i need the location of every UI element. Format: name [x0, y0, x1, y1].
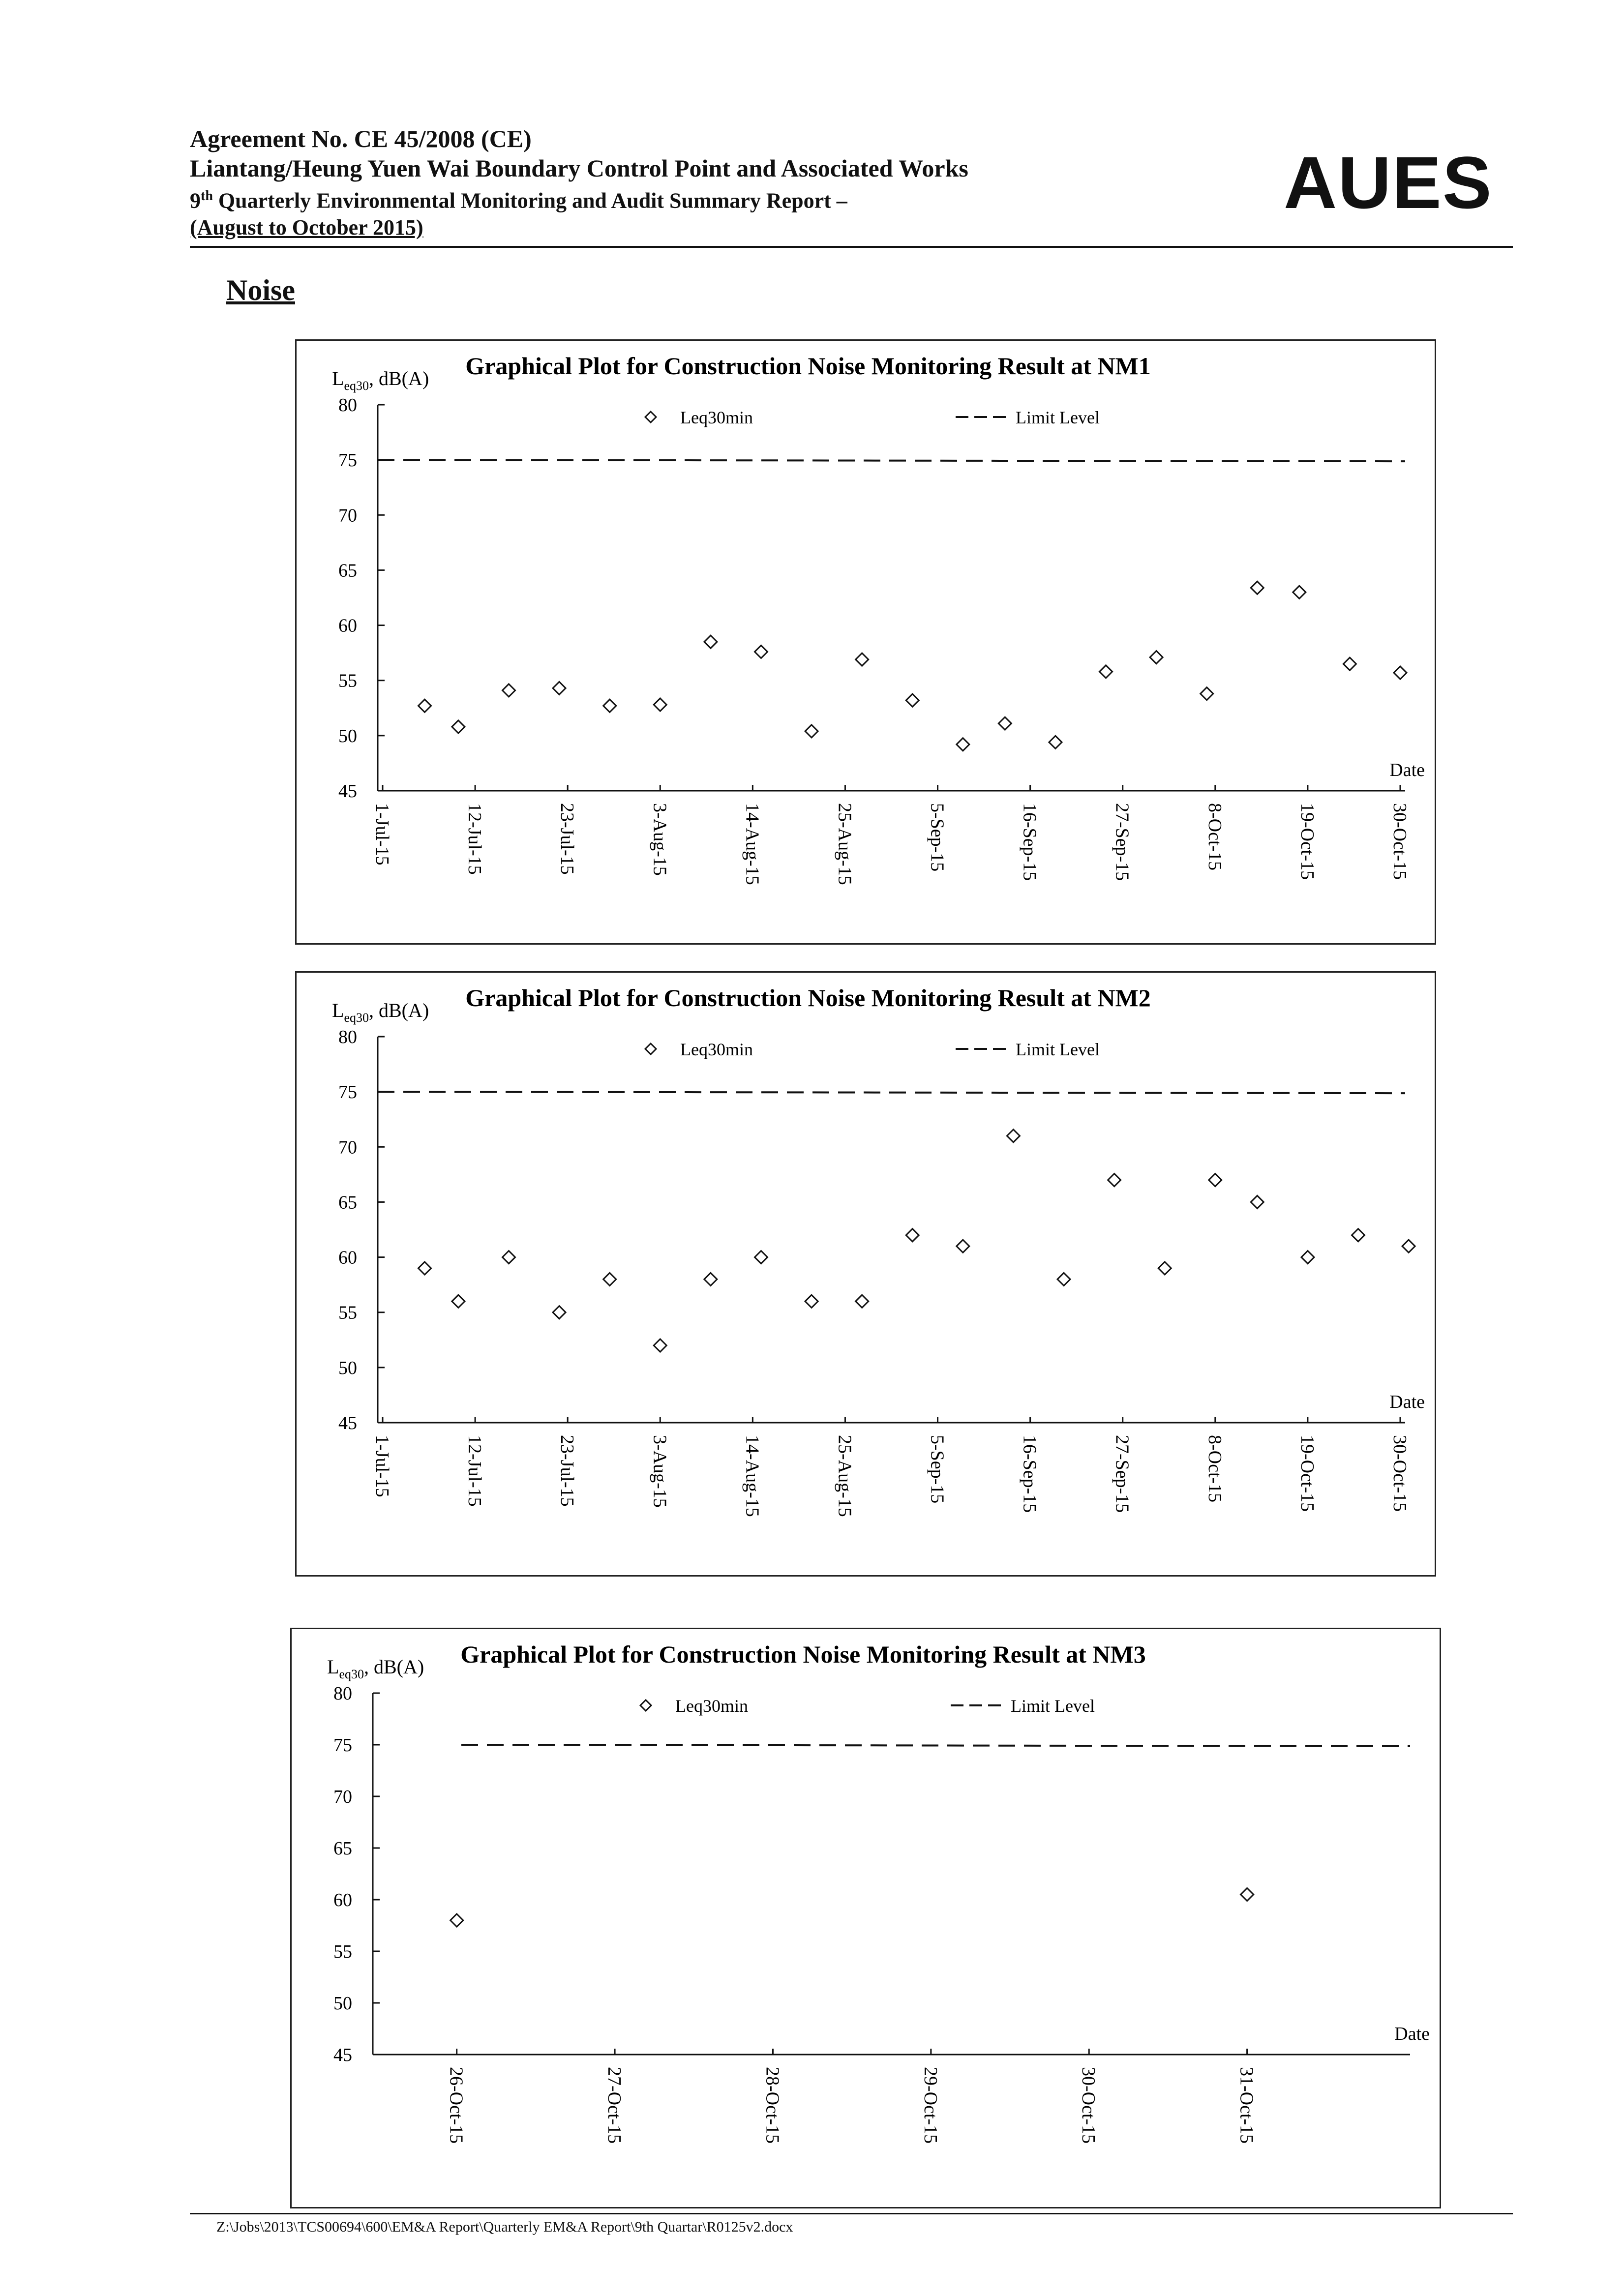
x-tick-label: 8-Oct-15 [1204, 1435, 1225, 1503]
data-point [906, 1229, 919, 1242]
report-quarter-number: 9 [190, 188, 201, 213]
x-tick-label: 19-Oct-15 [1296, 1435, 1318, 1512]
data-point [906, 694, 919, 707]
x-tick-label: 14-Aug-15 [742, 803, 763, 885]
y-tick-label: 80 [333, 1683, 352, 1704]
x-tick-label: 27-Sep-15 [1112, 803, 1133, 881]
chart-nm2 [295, 971, 1436, 1577]
project-title: Liantang/Heung Yuen Wai Boundary Control Point and Associated Works [190, 154, 968, 182]
legend-label-limit-level: Limit Level [1016, 408, 1100, 427]
x-tick-label: 5-Sep-15 [927, 1435, 948, 1504]
limit-level-line [378, 1092, 1405, 1093]
data-point [805, 1295, 818, 1308]
report-title-rest: Quarterly Environmental Monitoring and Audit Summary Report – [212, 188, 847, 213]
y-axis-label: $L_{eq30}$, dB(A) [332, 367, 429, 393]
y-tick-label: 80 [338, 395, 357, 416]
x-tick-label: 16-Sep-15 [1019, 1435, 1040, 1513]
legend-label-limit-level: Limit Level [1011, 1696, 1095, 1716]
data-point [553, 682, 566, 694]
data-point [1352, 1229, 1365, 1242]
legend [645, 408, 1100, 427]
x-tick-label: 25-Aug-15 [834, 803, 855, 885]
x-tick-label: 3-Aug-15 [649, 1435, 670, 1508]
legend-label-leq30min: Leq30min [680, 408, 753, 427]
data-point [1158, 1262, 1171, 1275]
x-tick-label: 30-Oct-15 [1389, 1435, 1410, 1512]
x-axis-label: Date [1389, 760, 1425, 780]
data-point [451, 1914, 463, 1927]
data-point [1394, 666, 1407, 679]
y-tick-label: 50 [338, 1357, 357, 1378]
data-point [957, 1240, 969, 1252]
x-tick-label: 27-Sep-15 [1112, 1435, 1133, 1513]
data-point [1007, 1130, 1020, 1142]
data-point [856, 1295, 869, 1308]
data-point [856, 653, 869, 666]
x-tick-label: 27-Oct-15 [604, 2067, 625, 2144]
section-title: Noise [226, 274, 295, 306]
y-tick-label: 55 [338, 670, 357, 691]
y-axis-label: $L_{eq30}$, dB(A) [332, 999, 429, 1025]
data-point [1343, 657, 1356, 670]
x-tick-label: 14-Aug-15 [742, 1435, 763, 1517]
y-tick-label: 60 [338, 615, 357, 636]
data-point [1108, 1174, 1121, 1187]
legend-label-limit-level: Limit Level [1016, 1040, 1100, 1059]
y-tick-label: 65 [333, 1838, 352, 1859]
x-tick-label: 23-Jul-15 [557, 1435, 578, 1507]
y-tick-label: 70 [338, 1137, 357, 1158]
report-quarter-suffix: th [201, 188, 213, 204]
data-point [754, 645, 767, 658]
chart-nm1 [295, 339, 1436, 945]
data-point [957, 738, 969, 751]
footer-file-path: Z:\Jobs\2013\TCS00694\600\EM&A Report\Quarterly EM&A Report\9th Quartar\R0125v2.docx [216, 2219, 793, 2235]
agreement-number: Agreement No. CE 45/2008 (CE) [190, 125, 532, 152]
y-axis-label: $L_{eq30}$, dB(A) [327, 1656, 424, 1681]
data-point [704, 635, 717, 648]
x-tick-label: 12-Jul-15 [464, 1435, 485, 1507]
x-tick-label: 8-Oct-15 [1204, 803, 1225, 871]
y-tick-label: 75 [338, 450, 357, 471]
x-axis-label: Date [1394, 2024, 1430, 2044]
chart-title: Graphical Plot for Construction Noise Monitoring Result at NM1 [465, 352, 1151, 380]
x-tick-label: 29-Oct-15 [920, 2067, 941, 2144]
data-point [603, 699, 616, 712]
limit-level-line [461, 1745, 1410, 1746]
y-tick-label: 70 [338, 505, 357, 526]
data-point [1251, 1195, 1263, 1208]
data-point [603, 1273, 616, 1285]
legend-label-leq30min: Leq30min [680, 1040, 753, 1059]
chart-svg [297, 341, 1435, 943]
data-point [1209, 1174, 1222, 1187]
legend [640, 1696, 1095, 1716]
chart-nm3 [290, 1628, 1441, 2208]
chart-title: Graphical Plot for Construction Noise Monitoring Result at NM2 [465, 984, 1151, 1012]
x-tick-label: 16-Sep-15 [1019, 803, 1040, 881]
y-tick-label: 65 [338, 560, 357, 581]
chart-title: Graphical Plot for Construction Noise Monitoring Result at NM3 [460, 1640, 1146, 1668]
chart-svg [292, 1629, 1440, 2207]
legend-marker [645, 1044, 656, 1054]
y-tick-label: 55 [333, 1941, 352, 1962]
data-point [1057, 1273, 1070, 1285]
data-point [1301, 1251, 1314, 1264]
y-tick-label: 75 [338, 1082, 357, 1103]
data-point [418, 699, 431, 712]
data-point [553, 1306, 566, 1319]
data-point [1241, 1888, 1254, 1901]
data-point [1100, 665, 1113, 678]
x-tick-label: 23-Jul-15 [557, 803, 578, 875]
x-tick-label: 5-Sep-15 [927, 803, 948, 872]
y-tick-label: 45 [333, 2045, 352, 2065]
data-point [1293, 586, 1306, 598]
x-tick-label: 26-Oct-15 [446, 2067, 467, 2144]
data-point [754, 1251, 767, 1264]
x-tick-label: 28-Oct-15 [762, 2067, 783, 2144]
x-tick-label: 31-Oct-15 [1236, 2067, 1257, 2144]
data-point [502, 684, 515, 697]
chart-svg [297, 973, 1435, 1575]
y-tick-label: 45 [338, 781, 357, 802]
data-point [704, 1273, 717, 1285]
data-point [1251, 581, 1263, 594]
y-tick-label: 65 [338, 1192, 357, 1213]
data-point [654, 698, 666, 711]
legend-marker [640, 1700, 651, 1711]
x-tick-label: 19-Oct-15 [1296, 803, 1318, 880]
data-point [805, 725, 818, 738]
x-tick-label: 12-Jul-15 [464, 803, 485, 875]
y-tick-label: 50 [333, 1993, 352, 2014]
x-tick-label: 25-Aug-15 [834, 1435, 855, 1517]
y-tick-label: 60 [333, 1890, 352, 1910]
y-tick-label: 60 [338, 1247, 357, 1268]
data-point [452, 720, 465, 733]
legend [645, 1040, 1100, 1059]
y-tick-label: 80 [338, 1027, 357, 1047]
y-tick-label: 75 [333, 1735, 352, 1756]
header-divider [190, 246, 1513, 248]
aues-logo: AUES [1284, 141, 1493, 224]
legend-label-leq30min: Leq30min [675, 1696, 748, 1716]
data-point [1201, 687, 1213, 700]
limit-level-line [378, 460, 1405, 461]
x-axis-label: Date [1389, 1392, 1425, 1412]
data-point [502, 1251, 515, 1264]
data-point [452, 1295, 465, 1308]
report-period: (August to October 2015) [190, 215, 423, 239]
data-point [1150, 651, 1163, 664]
x-tick-label: 1-Jul-15 [372, 803, 392, 865]
footer-divider [190, 2213, 1513, 2214]
data-point [1049, 736, 1062, 748]
y-tick-label: 70 [333, 1787, 352, 1807]
data-point [998, 717, 1011, 730]
y-tick-label: 50 [338, 725, 357, 746]
x-tick-label: 30-Oct-15 [1078, 2067, 1099, 2144]
legend-marker [645, 412, 656, 422]
data-point [654, 1339, 666, 1352]
y-tick-label: 45 [338, 1413, 357, 1433]
x-tick-label: 3-Aug-15 [649, 803, 670, 876]
data-point [1402, 1240, 1415, 1252]
y-tick-label: 55 [338, 1302, 357, 1323]
x-tick-label: 1-Jul-15 [372, 1435, 392, 1497]
data-point [418, 1262, 431, 1275]
x-tick-label: 30-Oct-15 [1389, 803, 1410, 880]
